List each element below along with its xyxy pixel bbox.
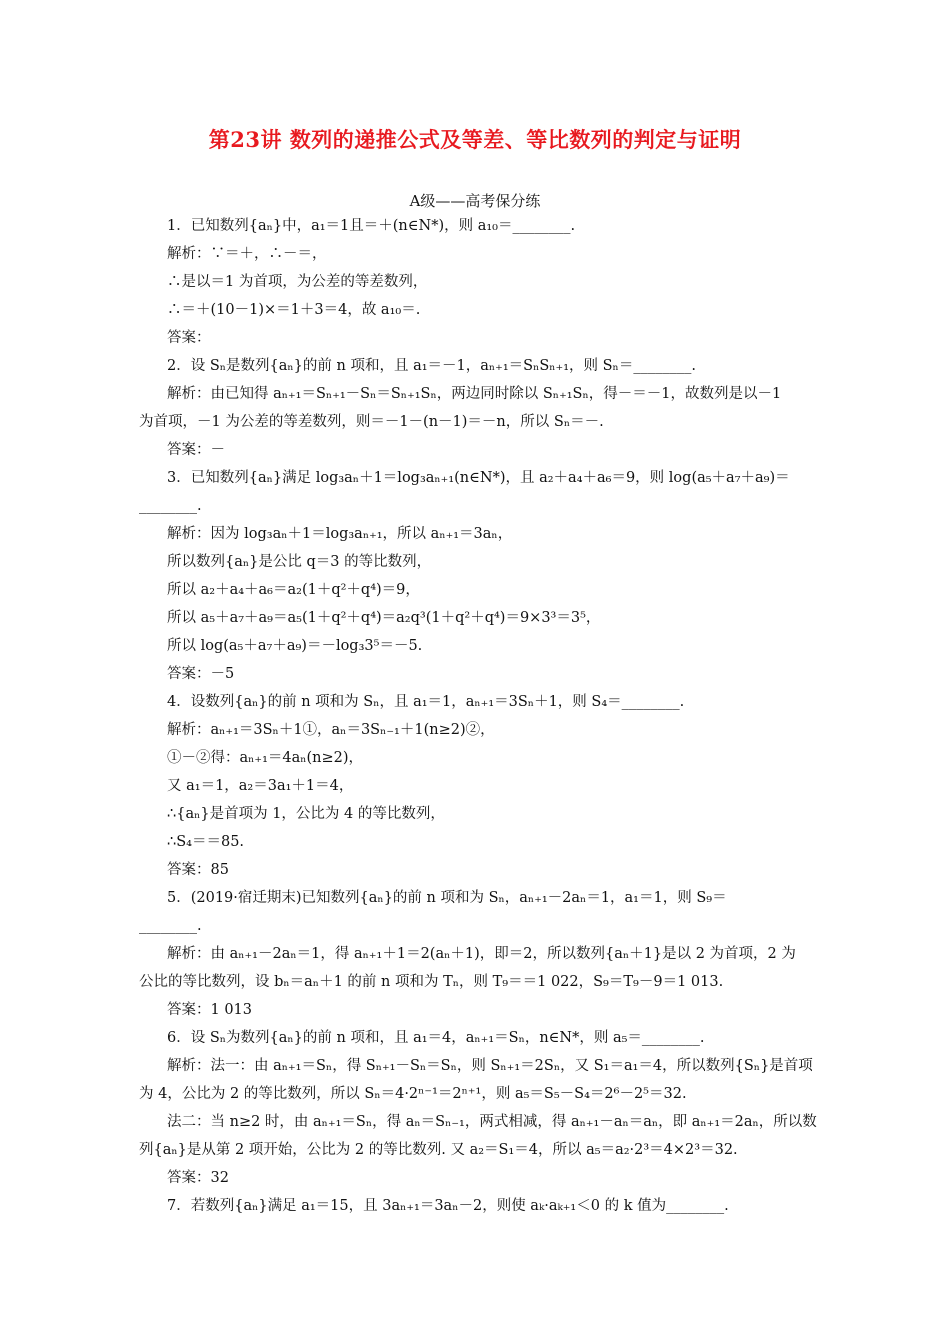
text-line: 列{aₙ}是从第 2 项开始，公比为 2 的等比数列. 又 a₂＝S₁＝4，所以 a₅＝a₂·2³＝4×2³＝32.	[139, 1142, 738, 1158]
page-title: 第23讲 数列的递推公式及等差、等比数列的判定与证明	[208, 127, 742, 152]
text-line: 解析：法一：由 aₙ₊₁＝Sₙ，得 Sₙ₊₁－Sₙ＝Sₙ，则 Sₙ₊₁＝2Sₙ，又 S₁＝a₁＝4，所以数列{Sₙ}是首项	[167, 1058, 813, 1074]
text-line: 答案：32	[167, 1170, 229, 1186]
text-line: 公比的等比数列，设 bₙ＝aₙ＋1 的前 n 项和为 Tₙ，则 T₉＝＝1 022，S₉＝T₉－9＝1 013.	[139, 974, 724, 990]
text-line: ∴＝＋(10－1)×＝1＋3＝4，故 a₁₀＝.	[167, 302, 421, 318]
text-line: ∴S₄＝＝85.	[167, 834, 245, 850]
text-line: 答案：1 013	[167, 1002, 253, 1018]
text-line: 所以数列{aₙ}是公比 q＝3 的等比数列，	[167, 554, 432, 570]
text-line: 答案：85	[167, 862, 229, 878]
text-line: 所以 log(a₅＋a₇＋a₉)＝－log₃3⁵＝－5.	[167, 638, 423, 654]
text-line: ∴是以＝1 为首项，为公差的等差数列，	[167, 274, 428, 290]
text-line: 7．若数列{aₙ}满足 a₁＝15，且 3aₙ₊₁＝3aₙ－2，则使 aₖ·aₖ₊₁＜0 的 k 值为________.	[167, 1198, 729, 1214]
text-line: 4．设数列{aₙ}的前 n 项和为 Sₙ，且 a₁＝1，aₙ₊₁＝3Sₙ＋1，则 S₄＝________.	[167, 694, 685, 710]
text-line: ________.	[139, 918, 202, 934]
text-line: 解析：由 aₙ₊₁－2aₙ＝1，得 aₙ₊₁＋1＝2(aₙ＋1)，即＝2，所以数列{aₙ＋1}是以 2 为首项，2 为	[167, 946, 796, 962]
text-line: ①－②得：aₙ₊₁＝4aₙ(n≥2)，	[167, 750, 364, 766]
level-heading: A级——高考保分练	[409, 192, 541, 210]
text-line: 解析：因为 log₃aₙ＋1＝log₃aₙ₊₁，所以 aₙ₊₁＝3aₙ，	[167, 526, 513, 542]
text-line: 3．已知数列{aₙ}满足 log₃aₙ＋1＝log₃aₙ₊₁(n∈N*)，且 a₂＋a₄＋a₆＝9，则 log(a₅＋a₇＋a₉)＝	[167, 470, 790, 486]
text-line: 答案：－	[167, 442, 225, 458]
text-line: 答案：	[167, 330, 211, 346]
text-line: 答案：－5	[167, 666, 235, 682]
text-line: 法二：当 n≥2 时，由 aₙ₊₁＝Sₙ，得 aₙ＝Sₙ₋₁，两式相减，得 aₙ₊₁－aₙ＝aₙ，即 aₙ₊₁＝2aₙ，所以数	[167, 1114, 817, 1130]
text-line: 解析：由已知得 aₙ₊₁＝Sₙ₊₁－Sₙ＝Sₙ₊₁Sₙ，两边同时除以 Sₙ₊₁Sₙ，得－＝－1，故数列是以－1	[167, 386, 782, 402]
text-line: 所以 a₅＋a₇＋a₉＝a₅(1＋q²＋q⁴)＝a₂q³(1＋q²＋q⁴)＝9×3³＝3⁵，	[167, 610, 601, 626]
text-line: 6．设 Sₙ为数列{aₙ}的前 n 项和，且 a₁＝4，aₙ₊₁＝Sₙ，n∈N*，则 a₅＝________.	[167, 1030, 705, 1046]
text-line: ∴{aₙ}是首项为 1，公比为 4 的等比数列，	[167, 806, 445, 822]
text-line: 又 a₁＝1，a₂＝3a₁＋1＝4，	[167, 778, 354, 794]
text-line: 为 4，公比为 2 的等比数列，所以 Sₙ＝4·2ⁿ⁻¹＝2ⁿ⁺¹，则 a₅＝S₅－S₄＝2⁶－2⁵＝32.	[139, 1086, 687, 1102]
text-line: 1．已知数列{aₙ}中，a₁＝1且＝＋(n∈N*)，则 a₁₀＝________.	[167, 218, 576, 234]
text-line: ________.	[139, 498, 202, 514]
text-line: 2．设 Sₙ是数列{aₙ}的前 n 项和，且 a₁＝－1，aₙ₊₁＝SₙSₙ₊₁，则 Sₙ＝________.	[167, 358, 696, 374]
text-line: 解析：∵＝＋，∴－＝，	[167, 246, 327, 262]
text-line: 5．(2019·宿迁期末)已知数列{aₙ}的前 n 项和为 Sₙ，aₙ₊₁－2aₙ＝1，a₁＝1，则 S₉＝	[167, 890, 727, 906]
text-line: 为首项，－1 为公差的等差数列，则＝－1－(n－1)＝－n，所以 Sₙ＝－.	[139, 414, 604, 430]
text-line: 所以 a₂＋a₄＋a₆＝a₂(1＋q²＋q⁴)＝9，	[167, 582, 420, 598]
text-line: 解析：aₙ₊₁＝3Sₙ＋1①，aₙ＝3Sₙ₋₁＋1(n≥2)②，	[167, 722, 495, 738]
